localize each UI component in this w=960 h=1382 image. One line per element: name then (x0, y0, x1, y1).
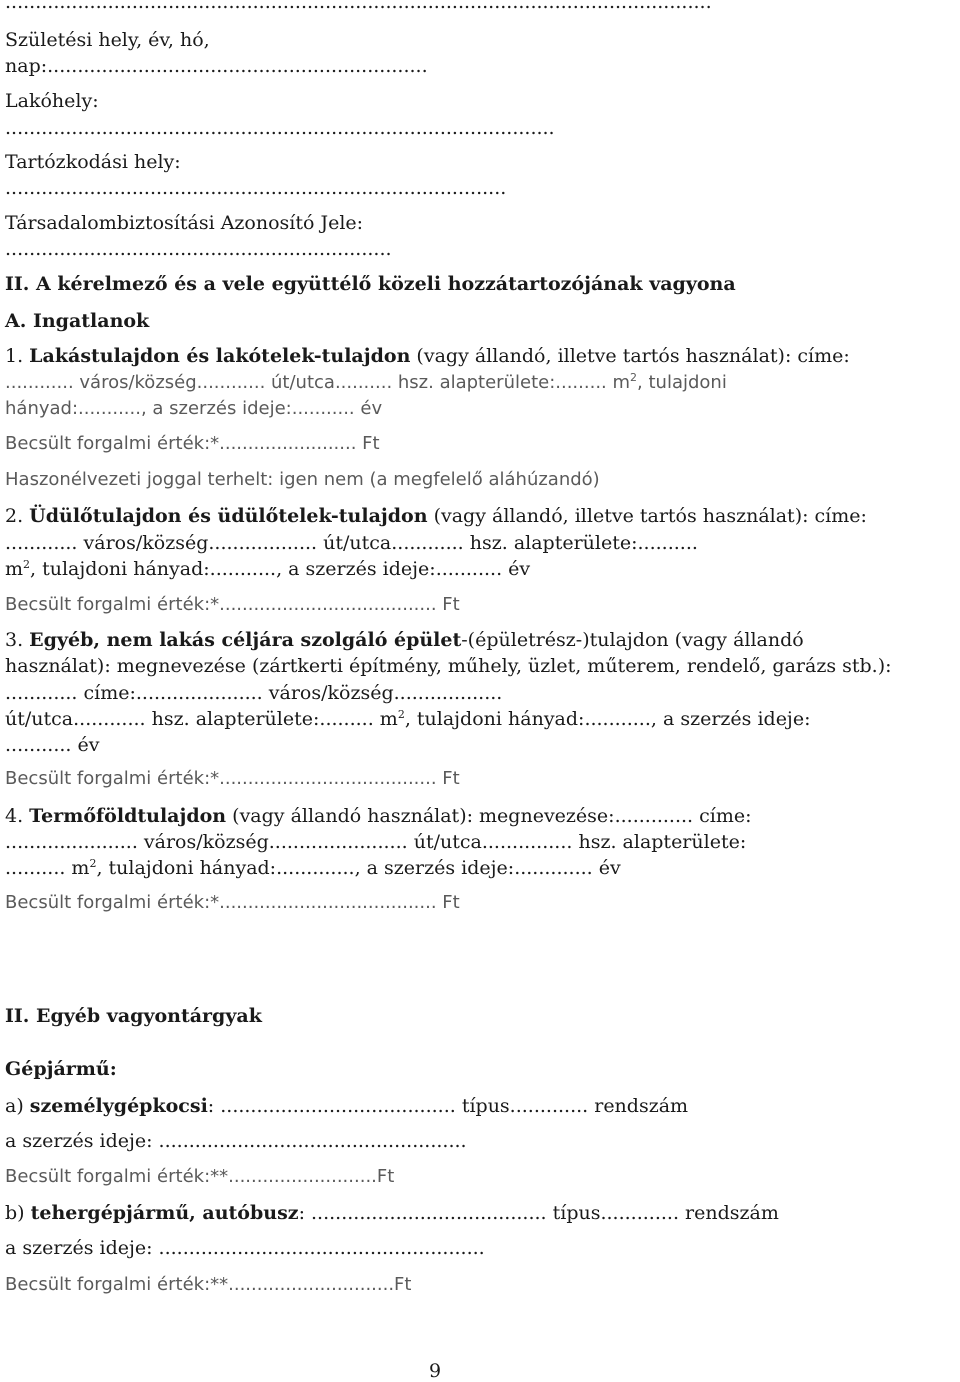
subsection-real-estate: A. Ingatlanok (5, 310, 150, 332)
section2-title: II. Egyéb vagyontárgyak (5, 1005, 262, 1027)
item4-share-line: .......... $m^2$, tulajdoni hányad:............., a szerzés ideje:............. év (5, 857, 621, 879)
item4-heading: 4. Termőföldtulajdon (vagy állandó használat): megnevezése:............. címe: (5, 805, 752, 827)
item3-value-line: Becsült forgalmi érték:*...................................... Ft (5, 768, 460, 789)
item1-share-line: hányad:..........., a szerzés ideje:........... év (5, 398, 383, 419)
section-title: II. A kérelmező és a vele együttélő közeli hozzátartozójának vagyona (5, 273, 736, 295)
item4-address-line: ...................... város/község....................... út/utca............... hsz. alapterülete: (5, 831, 747, 853)
birth-date-field: nap:............................................................... (5, 55, 428, 77)
car-a-value: Becsült forgalmi érték:**..........................Ft (5, 1166, 395, 1187)
car-b-line: b) tehergépjármű, autóbusz: ....................................... típus............. rendszám (5, 1202, 779, 1224)
vehicle-heading: Gépjármű: (5, 1058, 117, 1080)
item2-share-line: $m^2$, tulajdoni hányad:..........., a szerzés ideje:........... év (5, 558, 531, 580)
taj-label: Társadalombiztosítási Azonosító Jele: (5, 212, 364, 234)
residence-field: ........................................................................................... (5, 117, 555, 139)
car-a-line: a) személygépkocsi: ....................................... típus............. rendszám (5, 1095, 689, 1117)
item1-value-line: Becsült forgalmi érték:*........................ Ft (5, 433, 380, 454)
birth-place-label: Születési hely, év, hó, (5, 29, 210, 51)
item3-description-line: használat): megnevezése (zártkerti építmény, műhely, üzlet, műterem, rendelő, garázs stb.): (5, 655, 892, 677)
item3-street-line: út/utca............ hsz. alapterülete:......... $m^2$, tulajdoni hányad:..........., a szerzés ideje: (5, 708, 811, 730)
item1-heading: 1. Lakástulajdon és lakótelek-tulajdon (vagy állandó, illetve tartós használat): címe: (5, 345, 850, 367)
stay-place-label: Tartózkodási hely: (5, 151, 181, 173)
item1-usufruct-line: Haszonélvezeti joggal terhelt: igen nem (a megfelelő aláhúzandó) (5, 469, 600, 490)
stay-place-field: ................................................................................... (5, 177, 507, 199)
car-b-value: Becsült forgalmi érték:**.............................Ft (5, 1274, 412, 1295)
item2-heading: 2. Üdülőtulajdon és üdülőtelek-tulajdon (vagy állandó, illetve tartós használat): címe: (5, 505, 867, 527)
item3-year-line: ........... év (5, 734, 100, 756)
page-number: 9 (429, 1360, 442, 1382)
item3-heading: 3. Egyéb, nem lakás céljára szolgáló épület-(épületrész-)tulajdon (vagy állandó (5, 629, 804, 651)
item2-value-line: Becsült forgalmi érték:*...................................... Ft (5, 594, 460, 615)
car-a-acquisition: a szerzés ideje: ................................................... (5, 1130, 467, 1152)
item2-address-line: ............ város/község.................. út/utca............ hsz. alapterülete:.......... (5, 532, 698, 554)
item3-address-line: ............ címe:..................... város/község.................. (5, 682, 503, 704)
car-b-acquisition: a szerzés ideje: ...................................................... (5, 1237, 485, 1259)
item1-address-line: ............ város/község............ út/utca.......... hsz. alapterülete:......... $m^2$, tulajdoni (5, 371, 727, 393)
taj-field: ................................................................ (5, 238, 392, 260)
residence-label: Lakóhely: (5, 90, 99, 112)
item4-value-line: Becsült forgalmi érték:*...................................... Ft (5, 892, 460, 913)
top-dotted-line: ..................................................................................................................... (5, 0, 712, 13)
